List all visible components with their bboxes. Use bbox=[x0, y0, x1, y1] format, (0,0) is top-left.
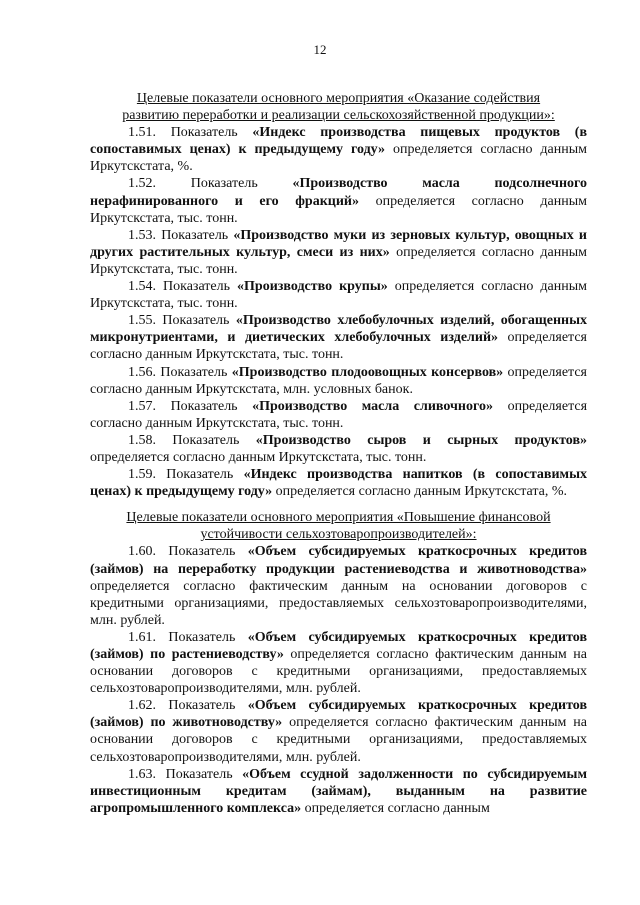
indicator-name: «Производство сыров и сырных продуктов» bbox=[255, 432, 588, 448]
item-description: определяется согласно данным Иркутскстата, тыс. тонн. bbox=[90, 193, 587, 226]
paragraph-1-54 bbox=[90, 278, 587, 312]
section2-heading-line-1: Целевые показатели основного мероприятия «Повышение финансовой bbox=[126, 510, 551, 526]
item-description: определяется согласно данным Иркутскстата, тыс. тонн. bbox=[90, 449, 427, 465]
item-description: определяется согласно фактическим данным на основании договоров с кредитными организациями, предоставляемых сельхозтоваропроизводителями, млн. рублей. bbox=[90, 715, 587, 765]
item-number: 1.60. bbox=[128, 544, 156, 560]
paragraph-1-63 bbox=[90, 766, 587, 817]
paragraph-1-51 bbox=[90, 124, 587, 175]
item-prefix: Показатель bbox=[170, 398, 253, 414]
section2-heading bbox=[90, 509, 587, 543]
indicator-name: «Объем субсидируемых краткосрочных кредитов (займов) по животноводству» bbox=[90, 698, 588, 731]
item-prefix: Показатель bbox=[160, 364, 232, 380]
item-prefix: Показатель bbox=[168, 544, 248, 560]
item-number: 1.62. bbox=[128, 698, 156, 714]
indicator-name: «Объем субсидируемых краткосрочных кредитов (займов) на переработку продукции растениеводства и животноводства» bbox=[90, 544, 588, 577]
indicator-name: «Индекс производства напитков (в сопоставимых ценах) к предыдущему году» bbox=[90, 467, 588, 500]
item-prefix: Показатель bbox=[190, 176, 293, 192]
indicator-name: «Индекс производства пищевых продуктов (в сопоставимых ценах) к предыдущему году» bbox=[90, 125, 588, 158]
item-number: 1.59. bbox=[128, 467, 156, 483]
item-description: определяется согласно данным Иркутскстата, тыс. тонн. bbox=[90, 279, 587, 312]
paragraph-1-53 bbox=[90, 227, 587, 278]
item-number: 1.53. bbox=[128, 227, 156, 243]
item-number: 1.58. bbox=[128, 432, 156, 448]
item-prefix: Показатель bbox=[166, 467, 244, 483]
paragraph-1-58 bbox=[90, 432, 587, 466]
item-number: 1.63. bbox=[128, 766, 156, 782]
indicator-name: «Объем ссудной задолженности по субсидируемым инвестиционным кредитам (займам), выданным на развитие агропромышленного комплекса» bbox=[90, 766, 588, 816]
item-number: 1.54. bbox=[128, 279, 156, 295]
item-number: 1.55. bbox=[128, 313, 156, 329]
item-prefix: Показатель bbox=[165, 766, 243, 782]
document-body bbox=[90, 90, 587, 817]
paragraph-1-57 bbox=[90, 398, 587, 432]
item-description: определяется согласно данным Иркутскстата, млн. условных банок. bbox=[90, 364, 587, 397]
item-prefix: Показатель bbox=[163, 279, 238, 295]
indicator-name: «Производство плодоовощных консервов» bbox=[231, 364, 504, 380]
item-description: определяется согласно фактическим данным на основании договоров с кредитными организациями, предоставляемых сельхозтоваропроизводителями, млн. рублей. bbox=[90, 647, 587, 697]
indicator-name: «Производство муки из зерновых культур, овощных и других растительных культур, смеси из них» bbox=[90, 227, 587, 260]
item-description: определяется согласно данным Иркутскстата, %. bbox=[272, 484, 568, 500]
indicator-name: «Объем субсидируемых краткосрочных кредитов (займов) по растениеводству» bbox=[90, 629, 588, 662]
item-description: определяется согласно данным Иркутскстата, тыс. тонн. bbox=[90, 244, 588, 277]
item-prefix: Показатель bbox=[168, 698, 248, 714]
paragraph-1-56 bbox=[90, 364, 587, 398]
item-prefix: Показатель bbox=[172, 432, 256, 448]
section1-heading-line-2: развитию переработки и реализации сельскохозяйственной продукции»: bbox=[122, 108, 555, 124]
section1-heading-line-1: Целевые показатели основного мероприятия «Оказание содействия bbox=[136, 91, 541, 106]
section2-items bbox=[90, 543, 587, 817]
item-description: определяется согласно данным Иркутскстата, тыс. тонн. bbox=[90, 330, 587, 363]
item-prefix: Показатель bbox=[170, 125, 253, 141]
item-prefix: Показатель bbox=[168, 629, 248, 645]
item-prefix: Показатель bbox=[161, 227, 234, 243]
indicator-name: «Производство крупы» bbox=[237, 279, 388, 295]
paragraph-1-59 bbox=[90, 466, 587, 500]
item-description: определяется согласно данным Иркутскстата, %. bbox=[90, 142, 588, 175]
paragraph-1-62 bbox=[90, 697, 587, 765]
paragraph-1-55 bbox=[90, 312, 587, 363]
item-number: 1.52. bbox=[128, 176, 156, 192]
section1-heading bbox=[90, 90, 587, 124]
item-description: определяется согласно фактическим данным на основании договоров с кредитными организациями, предоставляемых сельхозтоваропроизводителями, млн. рублей. bbox=[90, 578, 587, 628]
item-number: 1.61. bbox=[128, 629, 156, 645]
section2-heading-line-2: устойчивости сельхозтоваропроизводителей»: bbox=[200, 527, 477, 543]
page-number: 12 bbox=[313, 42, 327, 57]
item-number: 1.57. bbox=[128, 398, 156, 414]
paragraph-1-60 bbox=[90, 543, 587, 628]
item-description: определяется согласно данным bbox=[301, 800, 490, 816]
section1-items bbox=[90, 124, 587, 500]
indicator-name: «Производство хлебобулочных изделий, обогащенных микронутриентами, и диетических хлебобулочных изделий» bbox=[90, 313, 588, 346]
item-number: 1.51. bbox=[128, 125, 156, 141]
paragraph-1-52 bbox=[90, 175, 587, 226]
item-prefix: Показатель bbox=[162, 313, 236, 329]
item-description: определяется согласно данным Иркутскстата, тыс. тонн. bbox=[90, 398, 588, 431]
item-number: 1.56. bbox=[128, 364, 156, 380]
indicator-name: «Производство масла подсолнечного нерафинированного и его фракций» bbox=[90, 176, 588, 209]
indicator-name: «Производство масла сливочного» bbox=[252, 398, 494, 414]
paragraph-1-61 bbox=[90, 629, 587, 697]
